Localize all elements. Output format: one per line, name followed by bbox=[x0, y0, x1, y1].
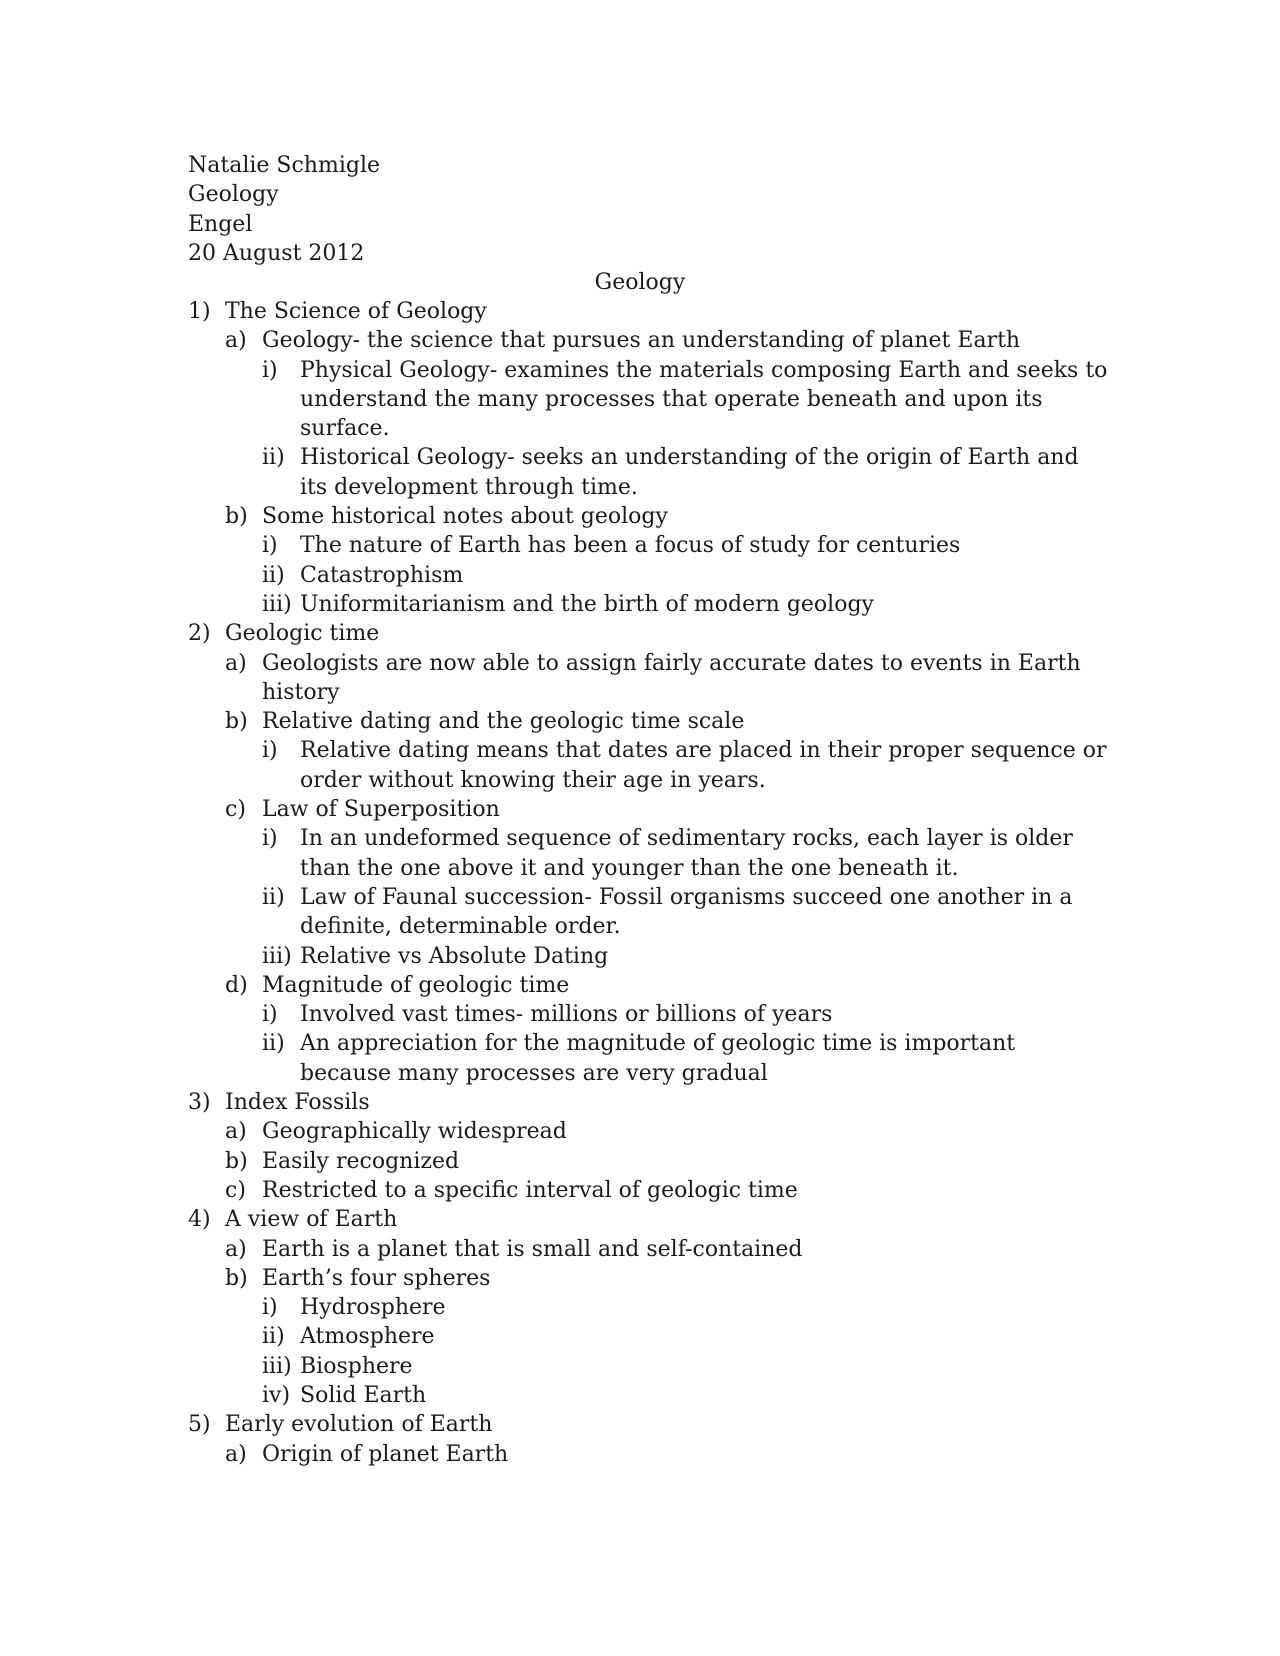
outline-item-level-2 bbox=[188, 326, 1108, 355]
outline-item-level-3 bbox=[188, 824, 1108, 883]
outline-text: Uniformitarianism and the birth of modern geology bbox=[300, 591, 874, 617]
outline-text: In an undeformed sequence of sedimentary rocks, each layer is older than the one above it and younger than the one beneath it. bbox=[300, 826, 1073, 881]
outline-item-level-2 bbox=[188, 1176, 1108, 1205]
outline-item-level-3 bbox=[188, 1322, 1108, 1351]
document-date: 20 August 2012 bbox=[188, 240, 365, 266]
outline-text: Relative vs Absolute Dating bbox=[300, 943, 609, 969]
outline-text: Some historical notes about geology bbox=[262, 504, 668, 530]
outline-item-level-1 bbox=[188, 1205, 1108, 1234]
document-title: Geology bbox=[594, 270, 686, 295]
outline-text: Geologists are now able to assign fairly accurate dates to events in Earth history bbox=[262, 650, 1081, 705]
outline-text: Catastrophism bbox=[300, 562, 464, 588]
outline-item-level-3 bbox=[188, 590, 1108, 619]
outline-marker: ii) bbox=[262, 445, 285, 471]
outline-item-level-3 bbox=[188, 1352, 1108, 1381]
outline-item-level-2 bbox=[188, 795, 1108, 824]
outline-item-level-2 bbox=[188, 1235, 1108, 1264]
outline-marker: ii) bbox=[262, 562, 285, 588]
outline-item-level-3 bbox=[188, 1293, 1108, 1322]
outline-marker: 1) bbox=[188, 299, 211, 324]
outline-item-level-1 bbox=[188, 1410, 1108, 1439]
outline-text: Easily recognized bbox=[262, 1148, 460, 1174]
outline-item-level-2 bbox=[188, 1117, 1108, 1146]
outline-item-level-2 bbox=[188, 707, 1108, 736]
outline-text: Atmosphere bbox=[300, 1324, 435, 1350]
outline-marker: 5) bbox=[188, 1412, 211, 1438]
outline-item-level-3 bbox=[188, 736, 1108, 795]
outline-marker: a) bbox=[225, 328, 247, 354]
outline-text: A view of Earth bbox=[225, 1207, 398, 1233]
outline-text: Early evolution of Earth bbox=[225, 1412, 493, 1438]
outline-text: Earth is a planet that is small and self-contained bbox=[262, 1236, 803, 1262]
course-name: Geology bbox=[188, 182, 279, 208]
outline-marker: ii) bbox=[262, 1324, 285, 1350]
outline-text: Relative dating means that dates are placed in their proper sequence or order without knowing their age in years. bbox=[300, 738, 1107, 793]
outline-text: The Science of Geology bbox=[225, 299, 487, 324]
outline-marker: i) bbox=[262, 738, 278, 764]
outline-marker: ii) bbox=[262, 1031, 285, 1057]
outline-text: Physical Geology- examines the materials composing Earth and seeks to understand the many processes that operate beneath and upon its surface. bbox=[300, 357, 1108, 442]
teacher-name: Engel bbox=[188, 211, 253, 237]
outline-marker: b) bbox=[225, 1148, 248, 1174]
outline-item-level-3 bbox=[188, 1000, 1108, 1029]
outline-marker: ii) bbox=[262, 884, 285, 910]
outline-item-level-3 bbox=[188, 1029, 1108, 1088]
outline-marker: i) bbox=[262, 1295, 278, 1321]
outline-text: The nature of Earth has been a focus of study for centuries bbox=[300, 533, 961, 559]
outline-item-level-2 bbox=[188, 1264, 1108, 1293]
outline-item-level-3 bbox=[188, 1381, 1108, 1410]
outline-marker: iv) bbox=[262, 1382, 291, 1408]
outline-item-level-3 bbox=[188, 883, 1108, 942]
outline-marker: c) bbox=[225, 797, 246, 823]
outline-text: Hydrosphere bbox=[300, 1295, 446, 1321]
outline-marker: b) bbox=[225, 709, 248, 735]
outline-marker: a) bbox=[225, 1236, 247, 1262]
outline-text: Restricted to a specific interval of geologic time bbox=[262, 1177, 798, 1203]
outline-list bbox=[188, 297, 1108, 1469]
outline-item-level-3 bbox=[188, 356, 1108, 444]
outline-marker: d) bbox=[225, 972, 248, 998]
outline-text: An appreciation for the magnitude of geologic time is important because many processes are very gradual bbox=[300, 1031, 1016, 1086]
document-title-line bbox=[0, 268, 1280, 297]
outline-item-level-3 bbox=[188, 531, 1108, 560]
outline-marker: a) bbox=[225, 1441, 247, 1467]
outline-item-level-3 bbox=[188, 443, 1108, 502]
outline-marker: iii) bbox=[262, 943, 292, 969]
outline-item-level-3 bbox=[188, 942, 1108, 971]
outline-marker: 2) bbox=[188, 621, 211, 647]
outline-marker: b) bbox=[225, 1265, 248, 1291]
outline-marker: iii) bbox=[262, 591, 292, 617]
outline-text: Involved vast times- millions or billions of years bbox=[300, 1002, 833, 1028]
outline-marker: 4) bbox=[188, 1207, 211, 1233]
outline-item-level-1 bbox=[188, 1088, 1108, 1117]
outline-marker: a) bbox=[225, 1119, 247, 1145]
outline-marker: b) bbox=[225, 504, 248, 530]
outline-item-level-2 bbox=[188, 1147, 1108, 1176]
outline-marker: c) bbox=[225, 1177, 246, 1203]
outline-text: Origin of planet Earth bbox=[262, 1441, 509, 1467]
outline-marker: i) bbox=[262, 357, 278, 383]
outline-text: Law of Faunal succession- Fossil organisms succeed one another in a definite, determinable order. bbox=[300, 884, 1073, 940]
outline-text: Biosphere bbox=[300, 1353, 413, 1379]
document-header bbox=[188, 151, 380, 268]
outline-item-level-2 bbox=[188, 649, 1108, 708]
outline-text: Law of Superposition bbox=[262, 797, 500, 823]
outline-text: Solid Earth bbox=[300, 1382, 427, 1408]
outline-marker: a) bbox=[225, 650, 247, 676]
outline-marker: i) bbox=[262, 533, 278, 559]
outline-item-level-3 bbox=[188, 561, 1108, 590]
outline-marker: i) bbox=[262, 1002, 278, 1028]
outline-marker: iii) bbox=[262, 1353, 292, 1379]
outline-text: Earth’s four spheres bbox=[262, 1265, 491, 1291]
outline-text: Geographically widespread bbox=[262, 1119, 567, 1145]
outline-item-level-2 bbox=[188, 971, 1108, 1000]
author-name: Natalie Schmigle bbox=[188, 153, 381, 178]
outline-text: Historical Geology- seeks an understanding of the origin of Earth and its development through time. bbox=[300, 445, 1079, 500]
outline-marker: 3) bbox=[188, 1090, 211, 1116]
outline-marker: i) bbox=[262, 826, 278, 852]
outline-text: Geologic time bbox=[225, 621, 380, 647]
outline-text: Relative dating and the geologic time scale bbox=[262, 709, 745, 735]
outline-item-level-2 bbox=[188, 502, 1108, 531]
outline-item-level-2 bbox=[188, 1440, 1108, 1469]
outline-text: Geology- the science that pursues an understanding of planet Earth bbox=[262, 328, 1021, 354]
outline-item-level-1 bbox=[188, 297, 1108, 326]
outline-text: Index Fossils bbox=[225, 1090, 370, 1116]
outline-text: Magnitude of geologic time bbox=[262, 972, 570, 998]
outline-item-level-1 bbox=[188, 619, 1108, 648]
